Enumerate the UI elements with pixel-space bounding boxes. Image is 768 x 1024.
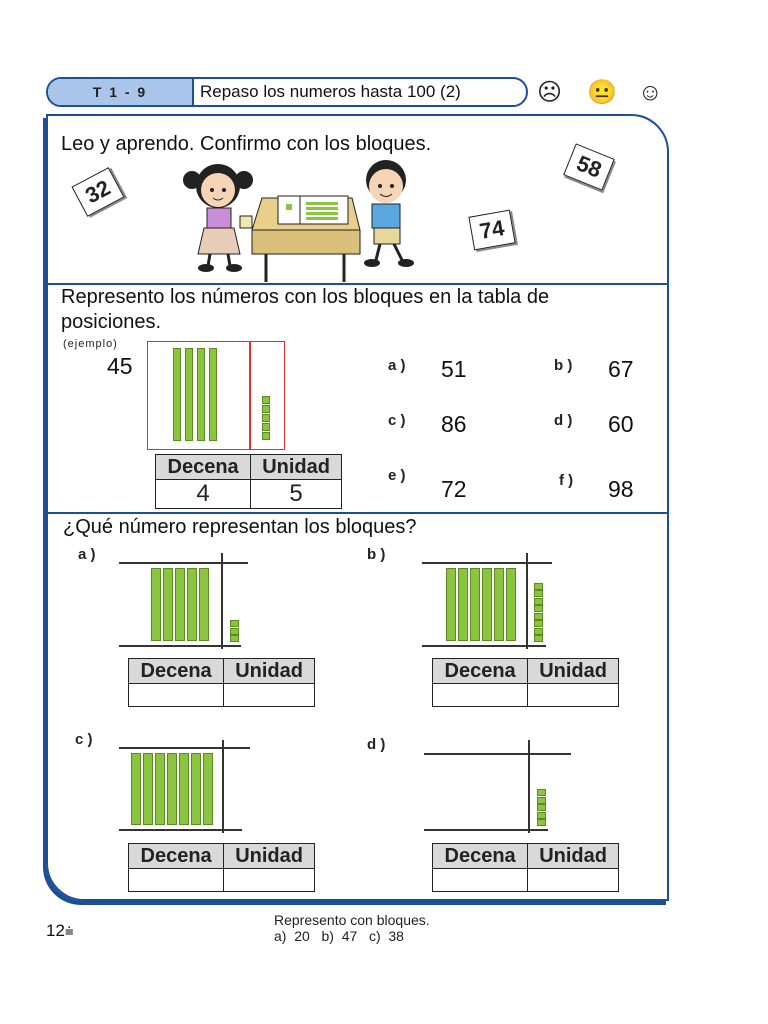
exercise-e-number: 72 [441,476,467,502]
place-value-bottom-line [119,829,242,831]
answer-table-d [432,843,619,892]
tens-answer-cell[interactable] [129,684,224,707]
number-card: 74 [468,210,515,251]
unit-cube [262,432,270,440]
ten-rod [458,568,468,641]
boy-figure [364,160,414,267]
tens-answer-cell[interactable] [129,869,224,892]
unit-cube [537,819,546,826]
footer-note-line1: Represento con bloques. [274,912,430,928]
section2-title-line2: posiciones. [61,311,162,333]
unit-cube [262,396,270,404]
ten-rod [167,753,177,825]
place-value-divider [528,740,530,833]
ten-rod [446,568,456,641]
tens-answer-cell[interactable] [433,684,528,707]
page-number-text: 12 [46,921,65,940]
item-b-label: b ) [367,546,386,563]
ten-rod [494,568,504,641]
section1-title: Leo y aprendo. Confirmo con los bloques. [61,133,432,155]
unit-cube [230,620,239,627]
section-divider [48,512,668,514]
unit-cube [262,414,270,422]
unit-cube [230,635,239,642]
girl-figure [183,164,253,272]
unit-cube [534,598,543,605]
section2-title-line1: Represento los números con los bloques en la tabla de [61,286,550,308]
footer-note-line2: a) 20 b) 47 c) 38 [274,928,404,944]
exercise-e-label: e ) [388,467,406,484]
box-divider [249,342,251,449]
exercise-c-number: 86 [441,411,467,437]
unit-cube [537,797,546,804]
units-answer-cell[interactable] [528,684,619,707]
page-mark-icon: ⩧ [64,923,74,940]
section3-title: ¿Qué número representan los bloques? [63,516,417,538]
place-value-top-line [422,562,552,564]
ten-rod [187,568,197,641]
units-header: Unidad [528,844,619,869]
neutral-face-icon[interactable]: 😐 [587,79,617,106]
children-illustration [182,158,422,282]
lesson-code: T 1 - 9 [48,79,194,105]
answer-table-a [128,658,315,707]
tens-value: 4 [156,480,251,509]
example-place-value-table [155,454,342,509]
tens-header: Decena [129,844,224,869]
units-header: Unidad [224,844,315,869]
ten-rod [197,348,205,441]
section-divider [48,283,668,285]
ten-rod [470,568,480,641]
page-number [46,921,74,941]
unit-cube [537,789,546,796]
exercise-a-label: a ) [388,357,406,374]
example-number: 45 [107,353,133,379]
exercise-d-number: 60 [608,411,634,437]
unit-cube [262,423,270,431]
ten-rod [173,348,181,441]
exercise-b-label: b ) [554,357,573,374]
answer-table-c [128,843,315,892]
happy-face-icon[interactable]: ☺ [638,79,663,106]
ten-rod [131,753,141,825]
unit-cube [534,620,543,627]
number-card: 58 [563,143,615,190]
exercise-a-number: 51 [441,356,467,382]
item-a-label: a ) [78,546,96,563]
units-header: Unidad [528,659,619,684]
ten-rod [506,568,516,641]
unit-cube [537,804,546,811]
ten-rod [191,753,201,825]
tens-header: Decena [156,455,251,480]
unit-cube [534,628,543,635]
ten-rod [199,568,209,641]
tens-header: Decena [433,844,528,869]
footer-note [274,912,430,944]
ten-rod [482,568,492,641]
unit-cube [534,605,543,612]
place-value-divider [221,553,223,649]
unit-cube [534,590,543,597]
place-value-top-line [119,562,248,564]
answer-table-b [432,658,619,707]
ten-rod [143,753,153,825]
exercise-d-label: d ) [554,412,573,429]
example-label: (ejemplo) [63,338,118,350]
unit-cube [537,812,546,819]
tens-header: Decena [129,659,224,684]
place-value-divider [526,553,528,649]
lesson-header [46,77,528,107]
place-value-divider [222,740,224,833]
units-header: Unidad [251,455,342,480]
unit-cube [534,635,543,642]
ten-rod [203,753,213,825]
unit-cube [262,405,270,413]
exercise-c-label: c ) [388,412,406,429]
desk [252,196,360,282]
ten-rod [185,348,193,441]
place-value-top-line [119,747,250,749]
exercise-f-label: f ) [559,472,574,489]
exercise-b-number: 67 [608,356,634,382]
units-answer-cell[interactable] [224,869,315,892]
ten-rod [209,348,217,441]
tens-header: Decena [433,659,528,684]
lesson-title: Repaso los numeros hasta 100 (2) [200,82,461,101]
units-answer-cell[interactable] [224,684,315,707]
ten-rod [179,753,189,825]
place-value-bottom-line [119,645,241,647]
units-answer-cell[interactable] [528,869,619,892]
ten-rod [175,568,185,641]
exercise-f-number: 98 [608,476,634,502]
number-card: 32 [71,167,124,217]
unit-cube [534,583,543,590]
units-header: Unidad [224,659,315,684]
ten-rod [155,753,165,825]
item-c-label: c ) [75,731,93,748]
unit-cube [534,613,543,620]
ten-rod [163,568,173,641]
place-value-top-line [424,753,571,755]
item-d-label: d ) [367,736,386,753]
sad-face-icon[interactable]: ☹ [537,79,563,106]
tens-answer-cell[interactable] [433,869,528,892]
units-value: 5 [251,480,342,509]
unit-cube [230,628,239,635]
ten-rod [151,568,161,641]
